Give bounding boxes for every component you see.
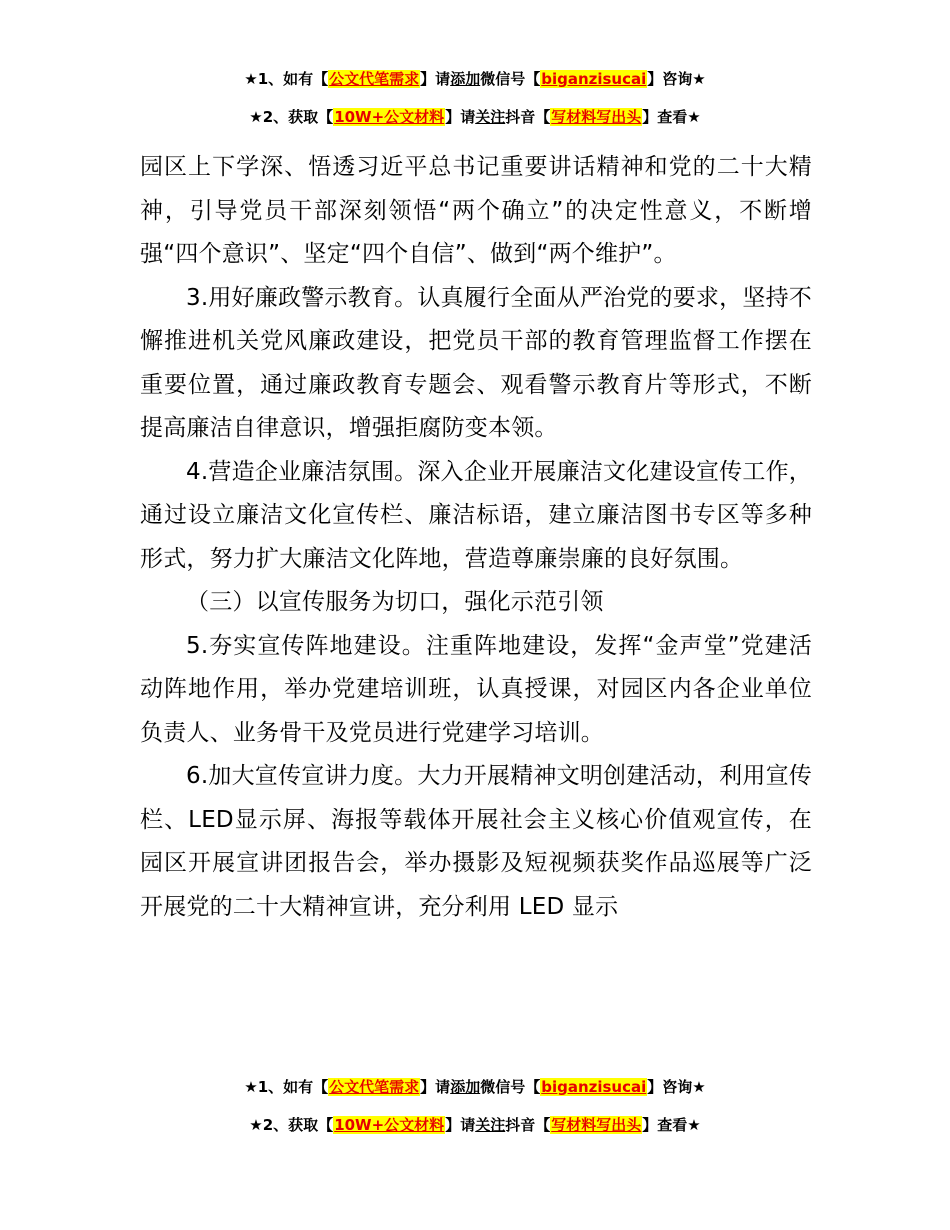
paragraph-item-4: 4.营造企业廉洁氛围。深入企业开展廉洁文化建设宣传工作，通过设立廉洁文化宣传栏、廉洁标语，建立廉洁图书专区等多种形式，努力扩大廉洁文化阵地，营造尊廉崇廉的良好氛围。 xyxy=(140,458,812,572)
paragraph-item-3: 3.用好廉政警示教育。认真履行全面从严治党的要求，坚持不懈推进机关党风廉政建设，把党员干部的教育管理监督工作摆在重要位置，通过廉政教育专题会、观看警示教育片等形式，不断提高廉洁自律意识，增强拒腐防变本领。 xyxy=(140,284,812,441)
paragraph-item-6: 6.加大宣传宣讲力度。大力开展精神文明创建活动，利用宣传栏、LED显示屏、海报等载体开展社会主义核心价值观宣传，在园区开展宣讲团报告会，举办摄影及短视频获奖作品巡展等广泛开展党的二十大精神宣讲，充分利用 LED 显示 xyxy=(140,763,812,920)
promo-text: 微信号【 xyxy=(480,70,541,88)
promo-text: 微信号【 xyxy=(480,1078,541,1096)
promo-text: 】请 xyxy=(445,108,476,126)
promo-text: 】咨询★ xyxy=(647,1078,706,1096)
promo-text: 】查看★ xyxy=(642,1116,701,1134)
promo-text: 】请 xyxy=(445,1116,476,1134)
promo-text: 抖音【 xyxy=(505,108,551,126)
promo-text: ★1、如有【 xyxy=(244,70,329,88)
promo-highlight-douyin-account: 写材料写出头 xyxy=(551,108,642,126)
footer-promo-line-2 xyxy=(0,1114,950,1136)
promo-text: 】请 xyxy=(420,70,451,88)
paragraph-item-5: 5.夯实宣传阵地建设。注重阵地建设，发挥“金声堂”党建活动阵地作用，举办党建培训班，认真授课，对园区内各企业单位负责人、业务骨干及党员进行党建学习培训。 xyxy=(140,632,812,746)
promo-highlight-materials: 10W+公文材料 xyxy=(334,108,445,126)
footer-promo-line-1 xyxy=(0,1076,950,1098)
promo-text: 】咨询★ xyxy=(647,70,706,88)
promo-highlight-wechat-id: biganzisucai xyxy=(541,1078,647,1096)
promo-highlight-wechat-id: biganzisucai xyxy=(541,70,647,88)
promo-emphasis: 添加 xyxy=(450,1078,481,1096)
promo-text: 抖音【 xyxy=(505,1116,551,1134)
promo-text: ★2、获取【 xyxy=(249,108,334,126)
header-promo-line-2 xyxy=(0,106,950,128)
promo-text: 】请 xyxy=(420,1078,451,1096)
promo-highlight-service: 公文代笔需求 xyxy=(329,1078,420,1096)
section-heading-3: （三）以宣传服务为切口，强化示范引领 xyxy=(186,589,604,615)
promo-highlight-service: 公文代笔需求 xyxy=(329,70,420,88)
promo-emphasis: 关注 xyxy=(475,108,506,126)
document-body xyxy=(140,146,812,929)
promo-text: 】查看★ xyxy=(642,108,701,126)
promo-emphasis: 关注 xyxy=(475,1116,506,1134)
promo-highlight-douyin-account: 写材料写出头 xyxy=(551,1116,642,1134)
header-promo-line-1 xyxy=(0,68,950,90)
promo-highlight-materials: 10W+公文材料 xyxy=(334,1116,445,1134)
promo-text: ★1、如有【 xyxy=(244,1078,329,1096)
promo-emphasis: 添加 xyxy=(450,70,481,88)
paragraph-continued: 园区上下学深、悟透习近平总书记重要讲话精神和党的二十大精神，引导党员干部深刻领悟“两个确立”的决定性意义，不断增强“四个意识”、坚定“四个自信”、做到“两个维护”。 xyxy=(140,154,812,267)
promo-text: ★2、获取【 xyxy=(249,1116,334,1134)
